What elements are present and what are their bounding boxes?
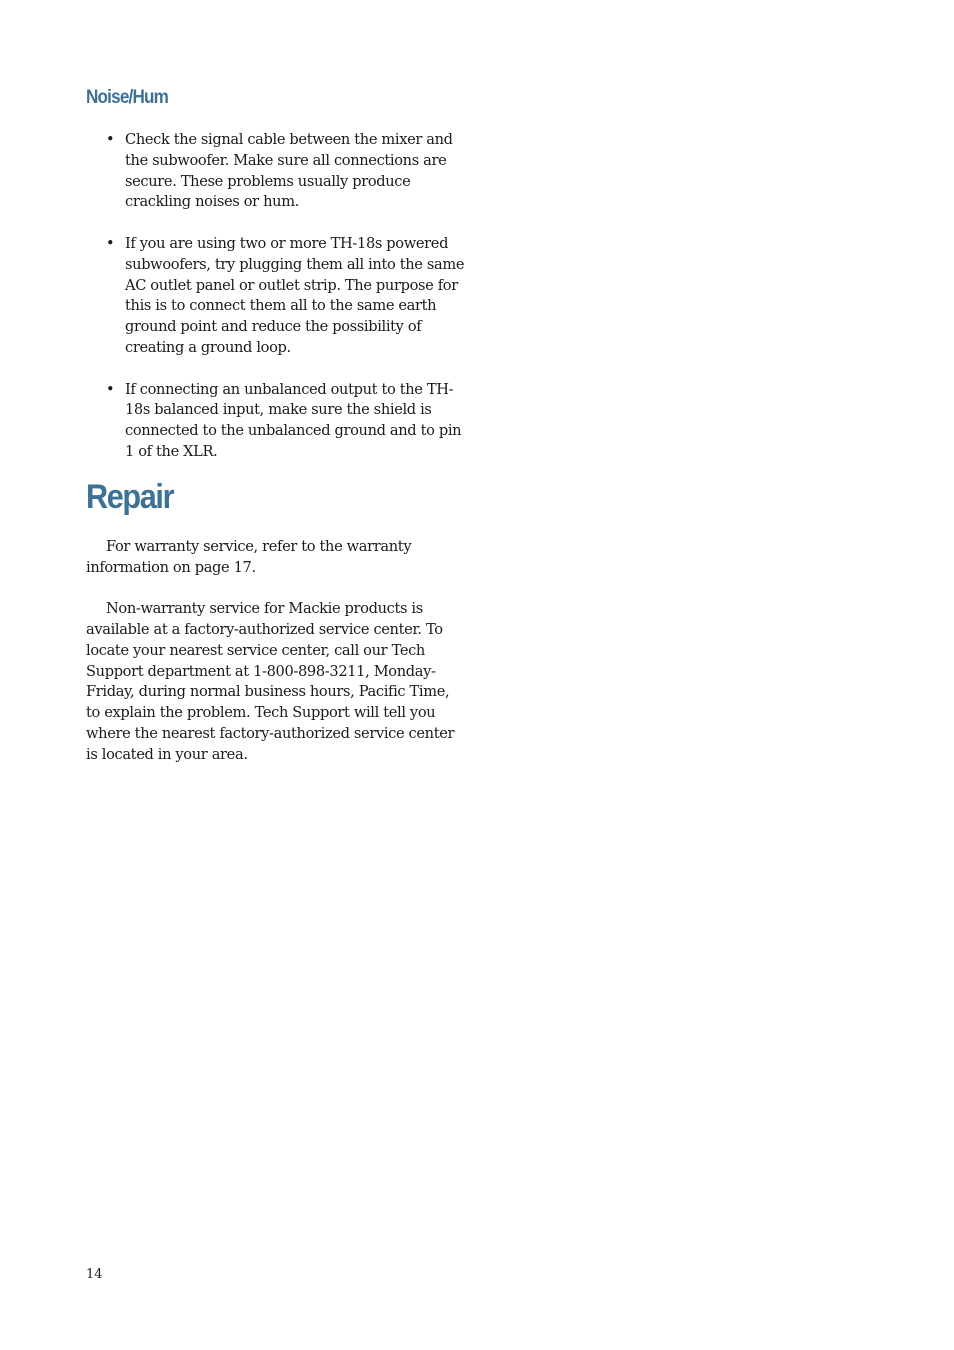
repair-paragraph-warranty: For warranty service, refer to the warranty information on page 17. [86,537,412,576]
bullet-icon: • [106,234,115,252]
list-item [86,234,466,359]
bullet-icon: • [106,380,115,398]
repair-heading: Repair [86,477,174,516]
list-item-text: If you are using two or more TH-18s powered subwoofers, try plugging them all into the same AC outlet panel or outlet strip. The purpose for this is to connect them all to the same earth ground point and reduce the possibility of creating a ground loop. [125,234,465,356]
noise-hum-heading: Noise/Hum [86,87,169,108]
list-item-text: Check the signal cable between the mixer and the subwoofer. Make sure all connections are secure. These problems usually produce crackling noises or hum. [125,131,453,211]
list-item-text: If connecting an unbalanced output to the TH-18s balanced input, make sure the shield is connected to the unbalanced ground and to pin 1 of the XLR. [125,380,462,460]
page-number: 14 [86,1267,103,1282]
repair-paragraph-non-warranty: Non-warranty service for Mackie products is available at a factory-authorized service center. To locate your nearest service center, call our Tech Support department at 1-800-898-3211, Monday-Friday, during normal business hours, Pacific Time, to explain the problem. Tech Support will tell you where the nearest factory-authorized service center is located in your area. [86,600,455,763]
list-item [86,380,466,463]
main-column [86,84,466,786]
list-item [86,130,466,213]
noise-hum-list [86,130,466,463]
bullet-icon: • [106,131,115,148]
